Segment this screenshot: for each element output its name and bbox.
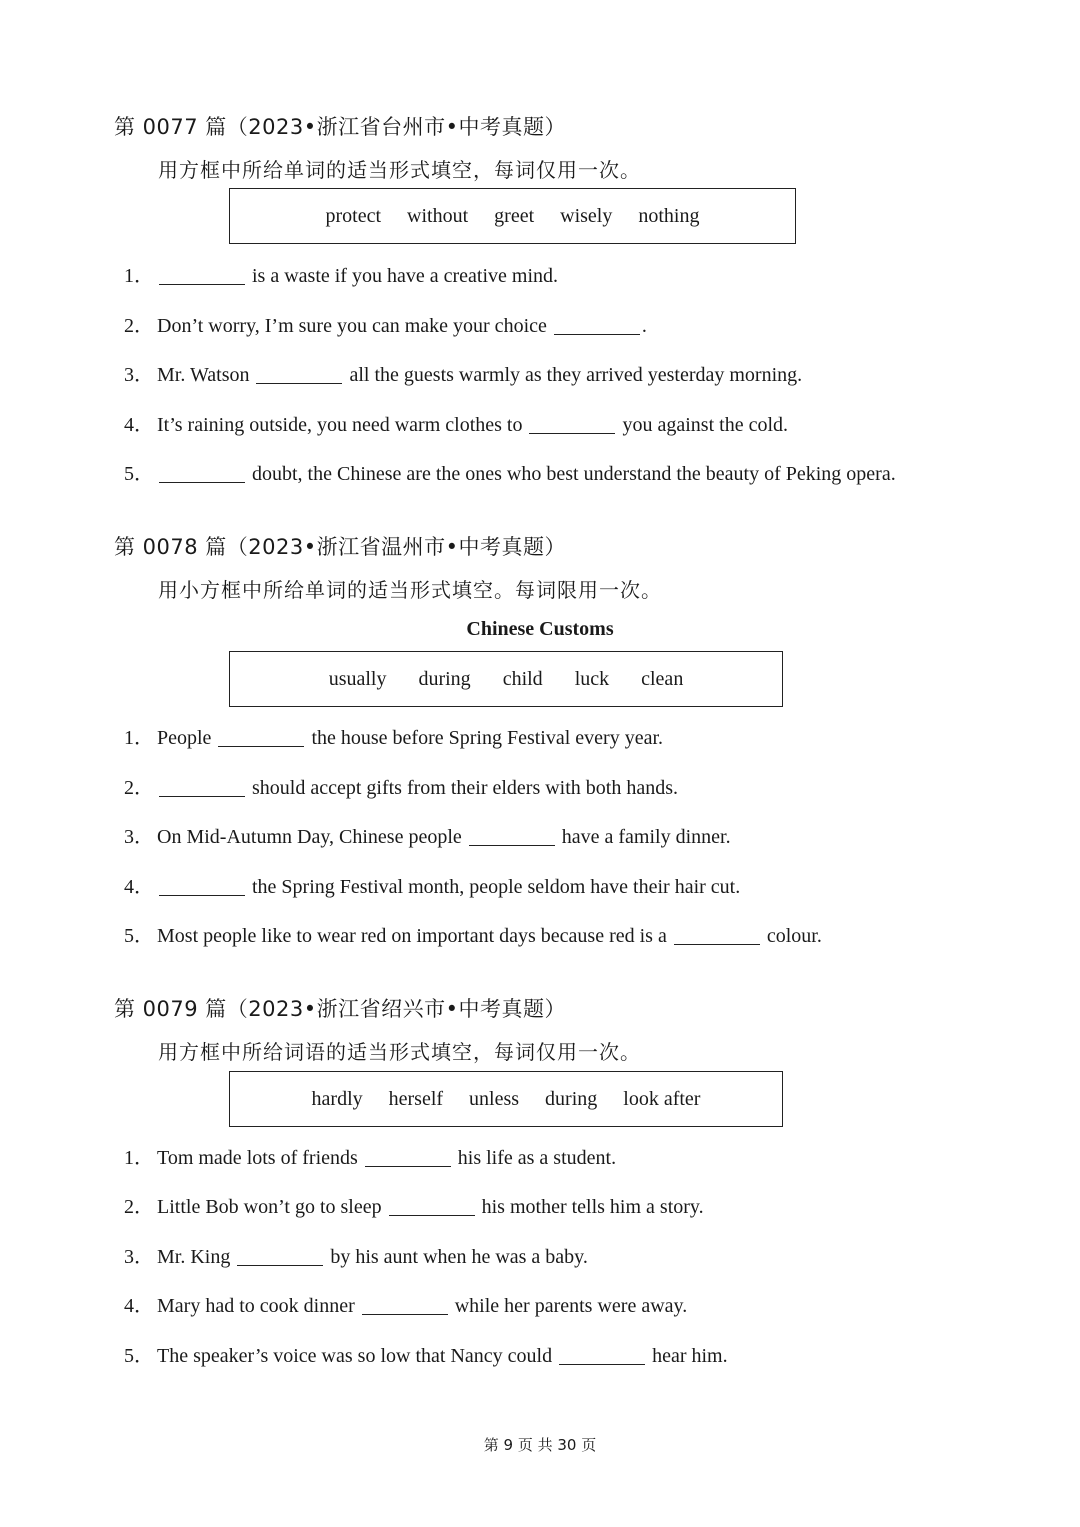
item-number: 4． (124, 414, 154, 436)
item-number: 4． (124, 1295, 154, 1317)
word-box-item: child (502, 667, 543, 690)
item-text-after: is a waste if you have a creative mind. (247, 265, 558, 287)
answer-blank[interactable] (159, 894, 245, 896)
item-number: 4． (124, 876, 154, 898)
item-text-after: his mother tells him a story. (476, 1196, 704, 1218)
exercise-item (124, 457, 896, 486)
exercise-item (124, 820, 731, 849)
exercise-item (124, 1289, 687, 1318)
item-number: 2． (124, 777, 154, 799)
item-number: 2． (124, 1196, 154, 1218)
answer-blank[interactable] (554, 333, 640, 335)
item-text-after: his life as a student. (452, 1147, 617, 1169)
exercise-item (124, 408, 788, 437)
answer-blank[interactable] (529, 432, 615, 434)
item-text-after: doubt, the Chinese are the ones who best understand the beauty of Peking opera. (247, 463, 896, 485)
answer-blank[interactable] (362, 1313, 448, 1315)
item-text-after: all the guests warmly as they arrived yesterday morning. (344, 364, 803, 386)
item-text-after: colour. (761, 925, 822, 947)
answer-blank[interactable] (559, 1363, 645, 1365)
answer-blank[interactable] (159, 481, 245, 483)
item-text-before: Little Bob won’t go to sleep (157, 1196, 387, 1218)
exercise-item (124, 771, 678, 800)
instruction-0079: 用方框中所给词语的适当形式填空，每词仅用一次。 (158, 1040, 641, 1064)
exercise-item (124, 721, 663, 750)
item-text-before: Mary had to cook dinner (157, 1295, 360, 1317)
word-box-item: wisely (560, 204, 613, 227)
word-box-item: protect (325, 204, 382, 227)
item-text-after: the Spring Festival month, people seldom have their hair cut. (247, 876, 741, 898)
item-text-after: . (641, 315, 647, 337)
instruction-0078: 用小方框中所给单词的适当形式填空。每词限用一次。 (158, 578, 662, 602)
exercise-item (124, 1141, 616, 1170)
item-text-before: Mr. King (157, 1246, 236, 1268)
exercise-item (124, 919, 822, 948)
answer-blank[interactable] (365, 1165, 451, 1167)
box-title: Chinese Customs (466, 618, 614, 640)
item-text-after: while her parents were away. (449, 1295, 688, 1317)
exercise-item (124, 358, 802, 387)
item-number: 1． (124, 265, 154, 287)
word-box-item: hardly (311, 1087, 363, 1110)
item-number: 1． (124, 1147, 154, 1169)
answer-blank[interactable] (256, 382, 342, 384)
item-number: 3． (124, 1246, 154, 1268)
word-box-item: during (418, 667, 471, 690)
answer-blank[interactable] (674, 943, 760, 945)
word-box-item: usually (328, 667, 387, 690)
item-text-before: It’s raining outside, you need warm clothes to (157, 414, 528, 436)
item-text-after: should accept gifts from their elders with both hands. (247, 777, 679, 799)
exercise-item (124, 1339, 728, 1368)
exercise-item (124, 1190, 704, 1219)
answer-blank[interactable] (389, 1214, 475, 1216)
item-text-after: hear him. (647, 1345, 728, 1367)
word-box-item: nothing (638, 204, 700, 227)
word-box-item: unless (469, 1087, 520, 1110)
item-number: 2． (124, 315, 154, 337)
item-number: 3． (124, 826, 154, 848)
word-box-item: during (545, 1087, 598, 1110)
item-number: 3． (124, 364, 154, 386)
answer-blank[interactable] (159, 283, 245, 285)
word-box-item: look after (623, 1087, 701, 1110)
answer-blank[interactable] (469, 844, 555, 846)
section-title-0077: 第 0077 篇（2023•浙江省台州市•中考真题） (114, 115, 567, 139)
word-box-item: clean (641, 667, 684, 690)
item-text-before: People (157, 727, 217, 749)
exercise-item (124, 309, 647, 338)
item-text-before: On Mid-Autumn Day, Chinese people (157, 826, 467, 848)
exercise-item (124, 259, 558, 288)
item-text-before: Tom made lots of friends (157, 1147, 363, 1169)
word-box-item: herself (388, 1087, 444, 1110)
instruction-0077: 用方框中所给单词的适当形式填空，每词仅用一次。 (158, 158, 641, 182)
item-number: 1． (124, 727, 154, 749)
item-text-after: have a family dinner. (556, 826, 731, 848)
word-box-0079 (229, 1071, 783, 1127)
answer-blank[interactable] (159, 795, 245, 797)
word-box-item: luck (574, 667, 610, 690)
item-number: 5． (124, 925, 154, 947)
item-text-before: Mr. Watson (157, 364, 255, 386)
item-text-before: Don’t worry, I’m sure you can make your choice (157, 315, 552, 337)
page-footer: 第 9 页 共 30 页 (483, 1436, 597, 1454)
word-box-0077 (229, 188, 796, 244)
section-title-0079: 第 0079 篇（2023•浙江省绍兴市•中考真题） (114, 997, 567, 1021)
item-text-after: by his aunt when he was a baby. (325, 1246, 588, 1268)
section-title-0078: 第 0078 篇（2023•浙江省温州市•中考真题） (114, 535, 567, 559)
word-box-item: without (407, 204, 469, 227)
word-box-0078 (229, 651, 783, 707)
item-text-before: Most people like to wear red on important days because red is a (157, 925, 672, 947)
exercise-item (124, 870, 740, 899)
item-number: 5． (124, 1345, 154, 1367)
item-text-before: The speaker’s voice was so low that Nancy could (157, 1345, 558, 1367)
answer-blank[interactable] (237, 1264, 323, 1266)
answer-blank[interactable] (218, 745, 304, 747)
item-number: 5． (124, 463, 154, 485)
exercise-item (124, 1240, 588, 1269)
item-text-after: you against the cold. (617, 414, 789, 436)
word-box-item: greet (494, 204, 535, 227)
item-text-after: the house before Spring Festival every year. (306, 727, 663, 749)
